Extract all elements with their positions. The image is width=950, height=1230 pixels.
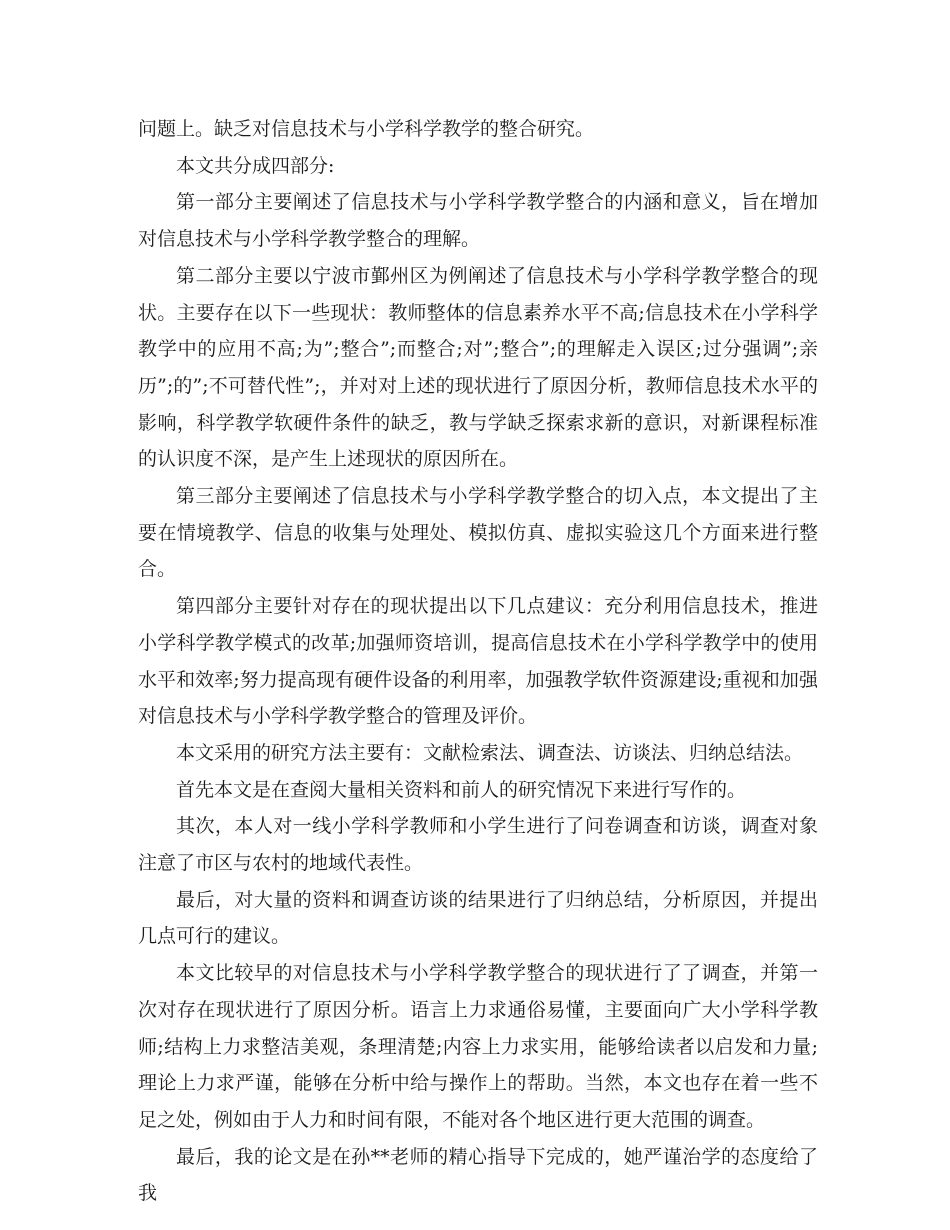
- paragraph-part-two: 第二部分主要以宁波市鄞州区为例阐述了信息技术与小学科学教学整合的现状。主要存在以下一些现状：教师整体的信息素养水平不高;信息技术在小学科学教学中的应用不高;为”;整合”;而整合;对”;整合”;的理解走入误区;过分强调”;亲历”;的”;不可替代性”;，并对对上述的现状进行了原因分析，教师信息技术水平的影响，科学教学软硬件条件的缺乏，教与学缺乏探索求新的意识，对新课程标准的认识度不深，是产生上述现状的原因所在。: [138, 264, 818, 471]
- paragraph-first: 首先本文是在查阅大量相关资料和前人的研究情况下来进行写作的。: [176, 778, 747, 801]
- paragraph-methods: 本文采用的研究方法主要有：文献检索法、调查法、访谈法、归纳总结法。: [176, 741, 804, 764]
- paragraph-second: 其次，本人对一线小学科学教师和小学生进行了问卷调查和访谈，调查对象注意了市区与农村的地域代表性。: [138, 815, 818, 875]
- paragraph-part-three: 第三部分主要阐述了信息技术与小学科学教学整合的切入点，本文提出了主要在情境教学、信息的收集与处理处、模拟仿真、虚拟实验这几个方面来进行整合。: [138, 485, 818, 581]
- paragraph-part-four: 第四部分主要针对存在的现状提出以下几点建议：充分利用信息技术，推进小学科学教学模式的改革;加强师资培训，提高信息技术在小学科学教学中的使用水平和效率;努力提高现有硬件设备的利用率，加强教学软件资源建设;重视和加强对信息技术与小学科学教学整合的管理及评价。: [138, 595, 818, 728]
- paragraph-contribution: 本文比较早的对信息技术与小学科学教学整合的现状进行了了调查，并第一次对存在现状进行了原因分析。语言上力求通俗易懂，主要面向广大小学科学教师;结构上力求整洁美观，条理清楚;内容上力求实用，能够给读者以启发和力量;理论上力求严谨，能够在分析中给与操作上的帮助。当然，本文也存在着一些不足之处，例如由于人力和时间有限，不能对各个地区进行更大范围的调查。: [138, 962, 818, 1131]
- paragraph-finally: 最后，对大量的资料和调查访谈的结果进行了归纳总结，分析原因，并提出几点可行的建议。: [138, 888, 818, 948]
- paragraph-part-one: 第一部分主要阐述了信息技术与小学科学教学整合的内涵和意义，旨在增加对信息技术与小学科学教学整合的理解。: [138, 191, 818, 251]
- paragraph-acknowledgement: 最后，我的论文是在孙**老师的精心指导下完成的，她严谨治学的态度给了我: [138, 1145, 818, 1205]
- paragraph-continuation: 问题上。缺乏对信息技术与小学科学教学的整合研究。: [138, 118, 595, 140]
- document-body: [138, 111, 818, 1212]
- paragraph-structure-intro: 本文共分成四部分:: [176, 154, 335, 177]
